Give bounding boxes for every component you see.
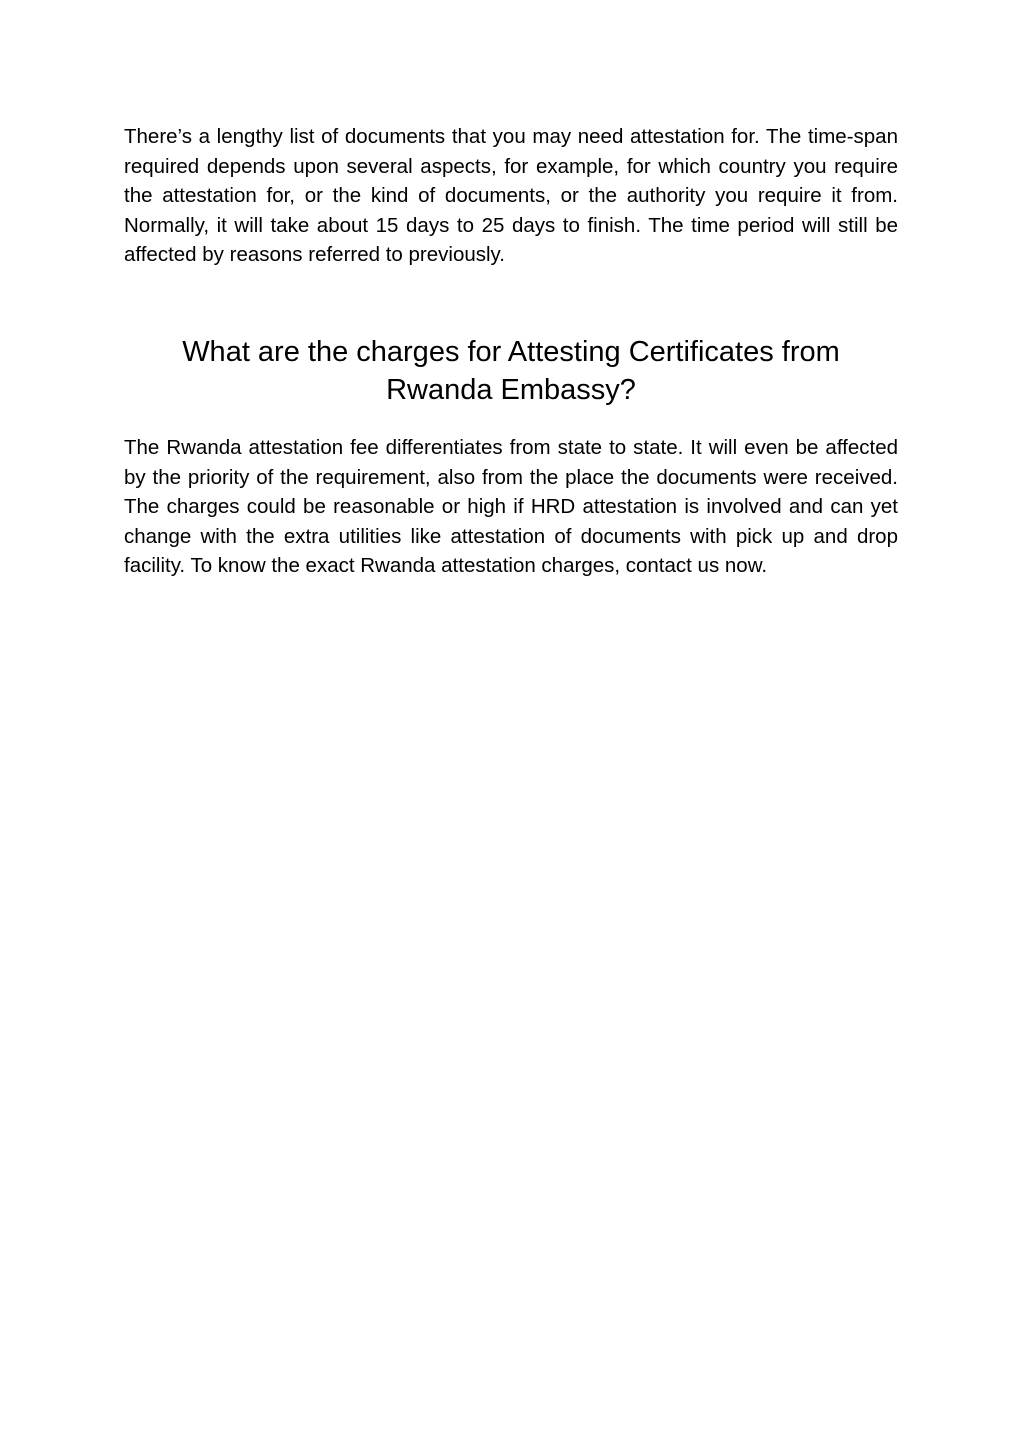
document-body	[124, 122, 898, 581]
section-heading: What are the charges for Attesting Certificates from Rwanda Embassy?	[182, 335, 840, 407]
charges-paragraph: The Rwanda attestation fee differentiates from state to state. It will even be affected by the priority of the requirement, also from the place the documents were received. The charges could be reasonable or high if HRD attestation is involved and can yet change with the extra utilities like attestation of documents with pick up and drop facility. To know the exact Rwanda attestation charges, contact us now.	[124, 435, 898, 578]
intro-paragraph: There’s a lengthy list of documents that you may need attestation for. The time-span required depends upon several aspects, for example, for which country you require the attestation for, or the kind of documents, or the authority you require it from. Normally, it will take about 15 days to 25 days to finish. The time period will still be affected by reasons referred to previously.	[124, 125, 898, 267]
